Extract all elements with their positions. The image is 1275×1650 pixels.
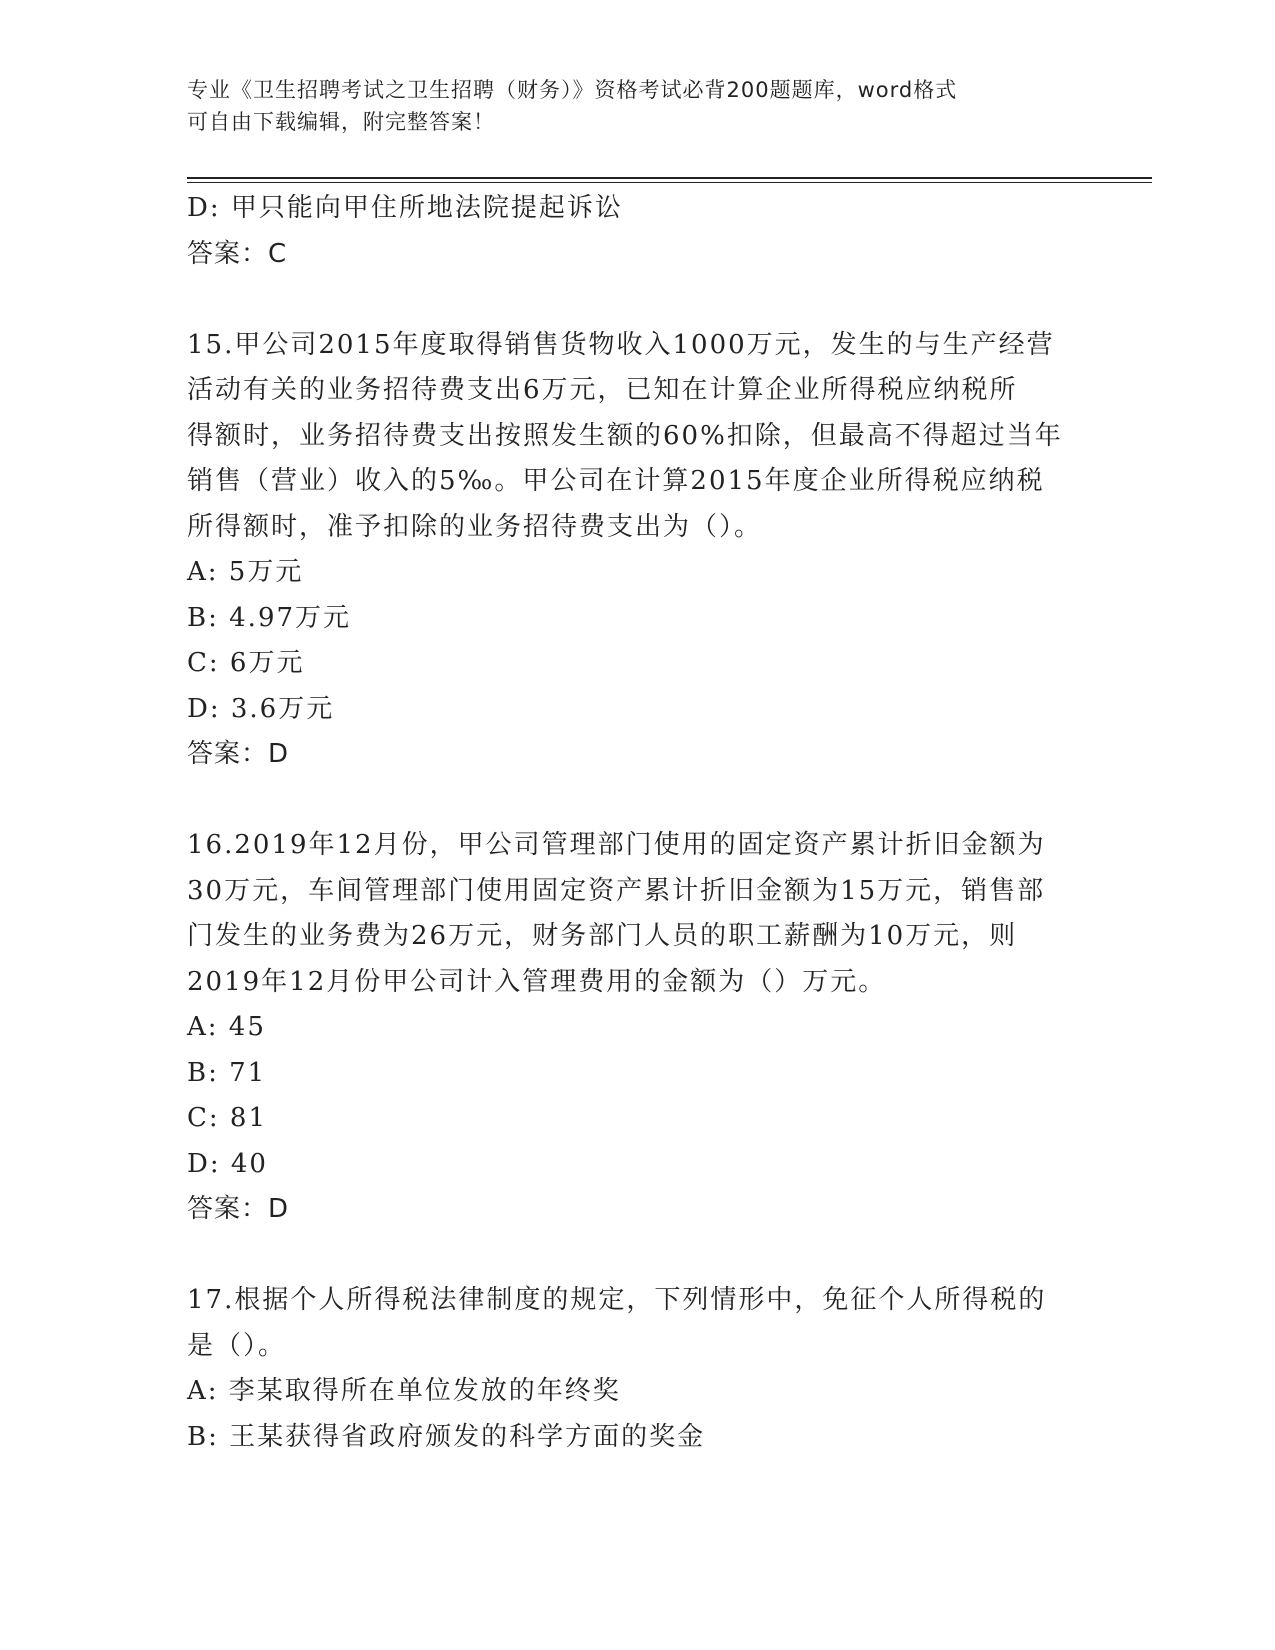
- header-divider-thin: [187, 182, 1152, 183]
- q17-stem-line: 17.根据个人所得税法律制度的规定，下列情形中，免征个人所得税的: [187, 1285, 1047, 1315]
- q16-option-d: D: 40: [187, 1148, 268, 1179]
- question-17: [187, 1278, 1087, 1460]
- q16-option-c: C: 81: [187, 1103, 268, 1133]
- q15-answer: 答案：D: [187, 739, 290, 769]
- header-divider-thick: [187, 177, 1152, 179]
- document-header: [187, 74, 1087, 138]
- q14-answer: 答案：C: [187, 238, 288, 269]
- header-line-1: 专业《卫生招聘考试之卫生招聘（财务）》资格考试必背200题题库，word格式: [187, 78, 958, 102]
- q16-option-b: B: 71: [187, 1057, 267, 1088]
- q16-stem-line: 16.2019年12月份，甲公司管理部门使用的固定资产累计折旧金额为: [187, 830, 1046, 860]
- q16-stem-line: 30万元，车间管理部门使用固定资产累计折旧金额为15万元，销售部: [187, 875, 1046, 906]
- header-line-2: 可自由下载编辑，附完整答案！: [187, 110, 495, 134]
- q14-option-d: D: 甲只能向甲住所地法院提起诉讼: [187, 193, 623, 223]
- q15-stem-line: 得额时，业务招待费支出按照发生额的60%扣除，但最高不得超过当年: [187, 420, 1063, 451]
- q16-option-a: A: 45: [187, 1012, 266, 1042]
- q15-stem-line: 15.甲公司2015年度取得销售货物收入1000万元，发生的与生产经营: [187, 329, 1055, 360]
- q15-option-d: D: 3.6万元: [187, 693, 335, 724]
- question-16: [187, 823, 1087, 1233]
- q15-option-c: C: 6万元: [187, 648, 305, 678]
- q15-stem-line: 销售（营业）收入的5‰。甲公司在计算2015年度企业所得税应纳税: [187, 466, 1045, 496]
- q17-stem-line: 是（）。: [187, 1330, 287, 1361]
- q16-answer: 答案：D: [187, 1194, 290, 1224]
- q15-option-b: B: 4.97万元: [187, 602, 352, 633]
- q17-option-b: B: 王某获得省政府颁发的科学方面的奖金: [187, 1421, 706, 1452]
- question-content: [187, 186, 1087, 1460]
- q16-stem-line: 门发生的业务费为26万元，财务部门人员的职工薪酬为10万元，则: [187, 921, 1018, 951]
- q15-stem-line: 所得额时，准予扣除的业务招待费支出为（）。: [187, 511, 763, 542]
- q17-option-a: A: 李某取得所在单位发放的年终奖: [187, 1376, 621, 1406]
- q15-stem-line: 活动有关的业务招待费支出6万元，已知在计算企业所得税应纳税所: [187, 375, 1018, 405]
- q16-stem-line: 2019年12月份甲公司计入管理费用的金额为（）万元。: [187, 966, 887, 997]
- question-15: [187, 323, 1087, 778]
- q15-option-a: A: 5万元: [187, 557, 304, 587]
